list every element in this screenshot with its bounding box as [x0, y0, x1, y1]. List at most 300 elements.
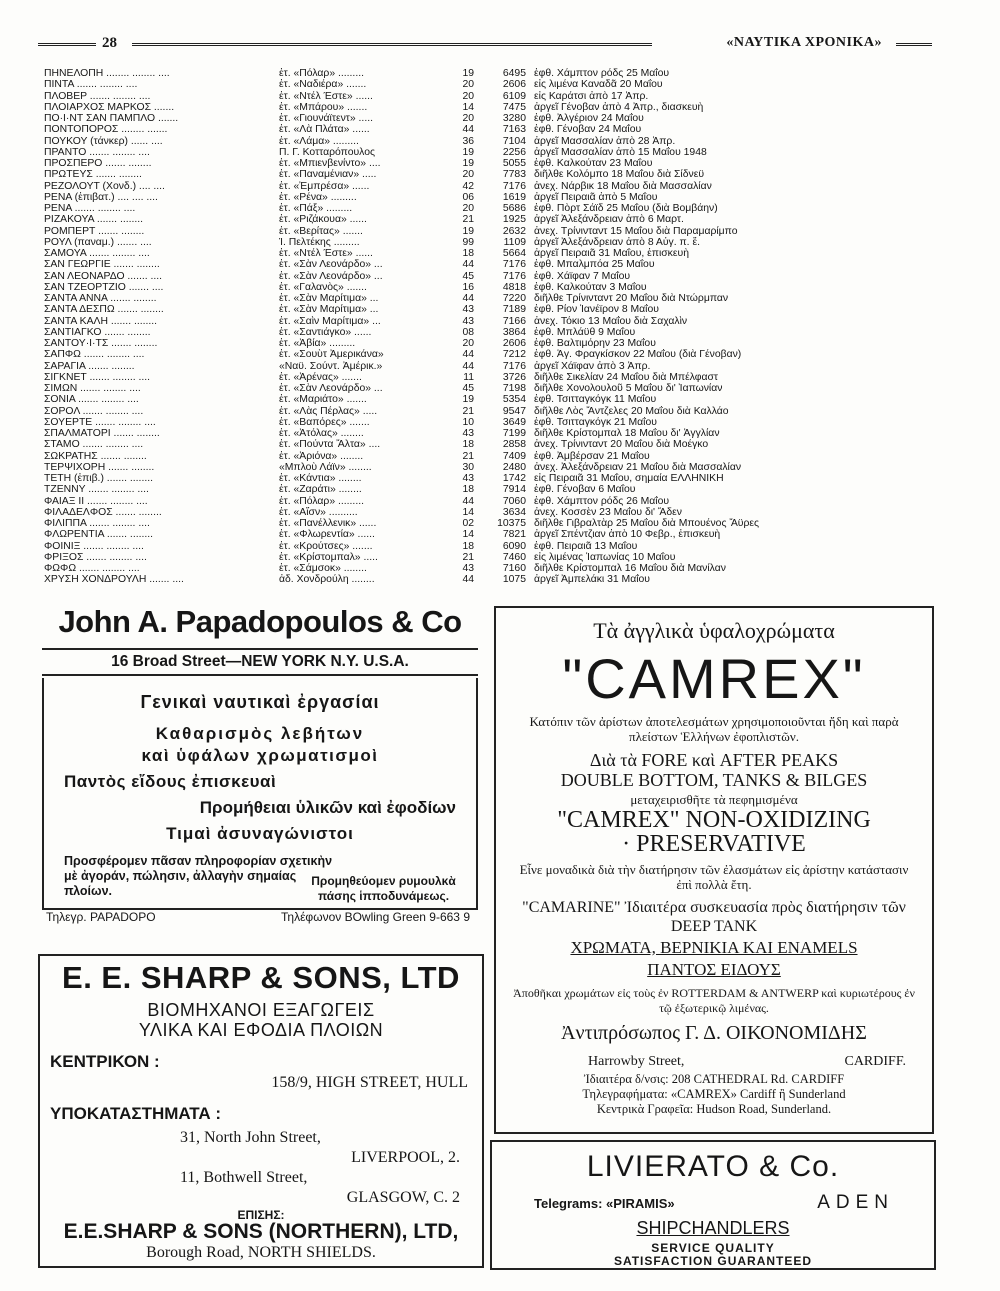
ship-name: ΠΛΟΒΕΡ ....... ........ ....	[44, 90, 151, 102]
ship-year: 20	[462, 203, 474, 214]
sharp-hq-label: ΚΕΝΤΡΙΚΟΝ :	[50, 1052, 160, 1071]
ship-year: 43	[462, 304, 474, 316]
ship-registry: ἑτ. «Σὰν Λεονάρδο» ...	[279, 259, 383, 271]
table-row	[44, 451, 934, 462]
ship-status: διῆλθε Κρίστομπαλ 18 Μαΐου δι' Ἀγγλίαν	[534, 428, 720, 439]
sharp-branch-2-city: GLASGOW, C. 2	[346, 1189, 460, 1206]
header-rule-left	[38, 43, 96, 46]
ship-tonnage: 4818	[502, 281, 526, 293]
ship-name: ΦΛΩΡΕΝΤΙΑ ....... ........	[44, 529, 154, 541]
page-number: 28	[102, 35, 117, 51]
ship-tonnage: 3280	[502, 113, 526, 124]
ship-registry: ἀδ. Χονδρούλη ........	[279, 574, 375, 586]
table-row	[44, 462, 934, 473]
ship-name: ΤΕΡΨΙΧΟΡΗ ....... ........	[44, 461, 155, 473]
table-row	[44, 518, 934, 529]
table-row	[44, 496, 934, 507]
sharp-northern-address: Borough Road, NORTH SHIELDS.	[146, 1244, 376, 1261]
ad-papadopoulos	[38, 604, 482, 942]
ship-name: ΠΟ·Ι·ΝΤ ΣΑΝ ΠΑΜΠΛΟ .......	[44, 113, 179, 124]
ship-year: 08	[462, 326, 474, 338]
sharp-hq-address: 158/9, HIGH STREET, HULL	[271, 1074, 468, 1091]
ship-year: 30	[462, 461, 474, 473]
table-row	[44, 406, 934, 417]
ship-status: ἀργεῖ Πειραιᾶ 31 Μαΐου, ἐπισκευὴ	[534, 248, 689, 259]
ship-registry: ἑτ. «Σαὶν Μαρίτιμα» ...	[279, 315, 381, 327]
ship-registry: ἑτ. «Μπιενβενίντο» ....	[279, 158, 381, 169]
ship-year: 18	[462, 484, 474, 496]
camrex-telegrams: Τηλεγραφήματα: «CAMREX» Cardiff ἢ Sunderland	[582, 1087, 846, 1101]
sharp-branches-label: ΥΠΟΚΑΤΑΣΤΗΜΑΤΑ :	[50, 1104, 222, 1123]
table-row	[44, 484, 934, 495]
table-row	[44, 383, 934, 394]
sharp-branch-1-city: LIVERPOOL, 2.	[351, 1149, 460, 1166]
ship-tonnage: 7189	[502, 304, 526, 316]
table-row	[44, 372, 934, 383]
table-row	[44, 169, 934, 180]
ship-name: ΣΑΜΟΥΑ ....... ........ ....	[44, 248, 150, 259]
ship-status: ἐφθ. Χάμπτον ρόδς 25 Μαΐου	[534, 68, 670, 79]
table-row	[44, 181, 934, 192]
table-row	[44, 113, 934, 124]
ship-registry: ἑτ. «Λὰς Πέρλας» .....	[279, 405, 378, 417]
ship-status: διῆλθε Γιβραλτὰρ 25 Μαΐου διὰ Μπουένος Ἄϋρες	[534, 518, 760, 529]
ship-registry: ἑτ. «Πόλαρ» .........	[279, 495, 364, 507]
ship-name: ΣΑΝΤΑ ΑΝΝΑ ....... ........	[44, 293, 157, 304]
camrex-representative: Ἀντιπρόσωπος Γ. Δ. ΟΙΚΟΝΟΜΙΔΗΣ	[561, 1022, 867, 1044]
table-row	[44, 248, 934, 259]
papadopoulos-line-3: καὶ ὑφάλων χρωματισμοὶ	[141, 746, 379, 765]
table-row	[44, 349, 934, 360]
ship-registry: ἑτ. «Ἀβία» .........	[279, 338, 356, 349]
ship-tonnage: 5354	[502, 394, 526, 406]
ship-tonnage: 7166	[502, 315, 526, 327]
ship-year: 43	[462, 563, 474, 574]
table-row	[44, 394, 934, 405]
camrex-private-address: Ἰδιαιτέρα δ/νσις: 208 CATHEDRAL Rd. CARDIFF	[583, 1072, 845, 1086]
header-rule-mid	[132, 43, 652, 46]
ship-status: ἀνεχ. Νάρβικ 18 Μαΐου διὰ Μασσαλίαν	[534, 180, 712, 192]
ship-registry: Ί. Πελτέκης .........	[279, 236, 360, 248]
ship-registry: ἑτ. «Φλωρεντία» ......	[279, 529, 375, 541]
camrex-product	[496, 808, 932, 856]
ship-status: ἐφθ. Πὸρτ Σάϊδ 25 Μαΐου (διὰ Βομβάην)	[534, 203, 718, 214]
page-header	[38, 30, 930, 56]
ship-year: 19	[462, 146, 474, 158]
table-row	[44, 361, 934, 372]
ship-status: εἰς Καράτσι ἀπὸ 17 Ἀπρ.	[534, 90, 649, 102]
ship-status: εἰς Πειραιᾶ 31 Μαΐου, σημαία ΕΛΛΗΝΙΚΗ	[534, 473, 724, 484]
ship-name: ΦΟΙΝΙΞ ....... ........ ....	[44, 540, 144, 552]
ship-year: 20	[462, 338, 474, 349]
ship-registry: ἑτ. «Σὰν Λεονάρδο» ...	[279, 383, 383, 394]
ship-tonnage: 7914	[502, 484, 526, 496]
table-row	[44, 214, 934, 225]
ship-registry: ἑτ. «Ναδιέρα» .......	[279, 79, 367, 91]
camrex-street: Harrowby Street,	[588, 1054, 685, 1069]
ship-tonnage: 7821	[502, 529, 526, 541]
camrex-line-7: ΧΡΩΜΑΤΑ, ΒΕΡΝΙΚΙΑ ΚΑΙ ENAMELS	[570, 938, 858, 957]
ship-status: ἐφθ. Χάϊφαν 7 Μαΐου	[534, 270, 631, 282]
ship-registry: ἑτ. «Πούντα Ἄλτα» ....	[279, 439, 381, 451]
camrex-line-3	[496, 750, 932, 790]
ship-status: ἐφθ. Ἁγ. Φραγκίσκον 22 Μαΐου (διὰ Γένοβαν)	[534, 349, 742, 361]
ship-status: ἐφθ. Βαλτιμόρην 23 Μαΐου	[534, 338, 656, 349]
ship-name: ΣΤΑΜΟ ....... ........ ....	[44, 439, 144, 451]
table-row	[44, 68, 934, 79]
ship-tonnage: 6090	[502, 540, 526, 552]
ship-status: ἀργεῖ Γένοβαν ἀπὸ 4 Ἀπρ., διασκευὴ	[534, 101, 704, 113]
ship-name: ΠΟΥΚΟΥ (τάνκερ) ...... ....	[44, 135, 163, 147]
ship-tonnage: 2632	[502, 225, 526, 237]
camrex-line-2: Κατόπιν τῶν ἀρίστων ἀποτελεσμάτων χρησιμοποιοῦνται ἤδη καὶ παρὰ πλείστων Ἑλλήνων ἐφοπλιστῶν.	[529, 714, 899, 744]
ship-tonnage: 7212	[502, 349, 526, 361]
ship-registry: ἑτ. «Ἀρένας» .......	[279, 371, 362, 383]
ship-tonnage: 5686	[502, 203, 526, 214]
camrex-line-6: "CAMARINE" Ἰδιαιτέρα συσκευασία πρὸς διατήρησιν τῶν DEEP TANK	[522, 899, 906, 935]
ship-year: 14	[462, 529, 474, 541]
ship-status: ἀνεχ. Τόκιο 13 Μαΐου διὰ Σαχαλὶν	[534, 315, 688, 327]
ship-tonnage: 6109	[502, 90, 526, 102]
ship-year: 44	[462, 360, 474, 372]
ship-registry: ἑτ. «Γαλανὸς» .......	[279, 281, 367, 293]
ship-registry: ἑτ. «Ντέλ Έστε» ......	[279, 90, 373, 102]
livierato-slogan-1: SERVICE QUALITY	[651, 1241, 775, 1255]
ship-name: ΣΟΥΕΡΤΕ ....... ........ ....	[44, 416, 156, 428]
ship-name: ΣΑΝΤΟΥ·Ι·ΤΣ ....... ........	[44, 338, 158, 349]
ship-name: ΣΑΠΦΩ ....... ........ ....	[44, 349, 145, 361]
table-row	[44, 203, 934, 214]
ship-registry: ἑτ. «Λὰ Πλάτα» ......	[279, 124, 370, 136]
ship-name: ΡΙΖΑΚΟΥΑ ....... ........	[44, 214, 144, 226]
sharp-desc-2: ΥΛΙΚΑ ΚΑΙ ΕΦΟΔΙΑ ΠΛΟΙΩΝ	[138, 1020, 384, 1040]
table-row	[44, 304, 934, 315]
ship-status: διῆλθε Σικελίαν 24 Μαΐου διὰ Μπέλφαστ	[534, 371, 718, 383]
ad-sharp	[38, 954, 484, 1268]
ship-year: 21	[462, 405, 474, 417]
ship-year: 16	[462, 281, 474, 293]
ship-name: ΤΖΕΝΝΥ ....... ........ ....	[44, 484, 149, 496]
ship-tonnage: 2256	[502, 146, 526, 158]
ship-status: ἀνεχ. Ἀλεξάνδρειαν 21 Μαΐου διὰ Μασσαλίαν	[534, 461, 742, 473]
ship-tonnage: 1925	[502, 214, 526, 226]
ship-registry: ἑτ. «Κάντια» ........	[279, 473, 362, 484]
ship-name: ΡΕΖΟΛΟΥΤ (Χονδ.) .... ....	[44, 180, 165, 192]
ship-year: 44	[462, 495, 474, 507]
ship-tonnage: 7783	[502, 169, 526, 181]
camrex-line-4: μεταχειρισθῆτε τὰ πεφημισμένα	[630, 792, 798, 807]
ship-status: ἀνεχ. Τρίνινταντ 15 Μαΐου διὰ Παραμαρίμπο	[534, 225, 738, 237]
ship-name: ΡΟΥΛ (παναμ.) ....... ....	[44, 236, 152, 248]
ship-name: ΡΕΝΑ (ἐπιβατ.) .... .... ....	[44, 191, 158, 203]
livierato-telegrams: Telegrams: «PIRAMIS»	[534, 1196, 675, 1211]
ship-year: 19	[462, 394, 474, 406]
ship-year: 19	[462, 68, 474, 79]
ship-status: ἀργεῖ Ἀλεξάνδρειαν ἀπὸ 6 Μαρτ.	[534, 214, 684, 226]
ship-status: ἐφθ. Γένοβαν 6 Μαΐου	[534, 484, 636, 496]
table-row	[44, 147, 934, 158]
ship-status: εἰς λιμένας Ἰαπωνίας 10 Μαΐου	[534, 551, 676, 563]
ship-status: διῆλθε Χονολουλοῦ 5 Μαΐου δι' Ἰαπωνίαν	[534, 383, 723, 394]
papadopoulos-line-4: Παντὸς εἴδους ἐπισκευαὶ	[64, 772, 277, 791]
ship-tonnage: 7220	[502, 293, 526, 304]
ship-year: 20	[462, 113, 474, 124]
table-row	[44, 563, 934, 574]
ship-tonnage: 2480	[502, 461, 526, 473]
sharp-description	[40, 1000, 482, 1040]
camrex-line-8: ΠΑΝΤΟΣ ΕΙΔΟΥΣ	[647, 960, 781, 979]
table-row	[44, 428, 934, 439]
ship-tonnage: 5664	[502, 248, 526, 259]
table-row	[44, 124, 934, 135]
papadopoulos-name: John A. Papadopoulos & Co	[58, 604, 462, 639]
ship-status: ἀργεῖ Μασσαλίαν ἀπὸ 15 Μαΐου 1948	[534, 146, 707, 158]
ship-year: 44	[462, 293, 474, 304]
table-row	[44, 79, 934, 90]
ship-year: 10	[462, 416, 474, 428]
papadopoulos-line-1: Γενικαὶ ναυτικαὶ ἐργασίαι	[140, 692, 380, 712]
ship-status: ἀργεῖ Ἀλεξάνδρειαν ἀπὸ 8 Αὐγ. π. ἔ.	[534, 236, 700, 248]
sharp-branch-1: 31, North John Street,	[180, 1129, 321, 1146]
ship-year: 45	[462, 270, 474, 282]
ship-registry: ἑτ. «Κρίστομπαλ» .....	[279, 551, 378, 563]
ship-name: ΣΑΝΤΑ ΚΑΛΗ ....... ........	[44, 315, 158, 327]
table-row	[44, 158, 934, 169]
ship-year: 43	[462, 315, 474, 327]
ship-status: εἰς λιμένα Καναδᾶ 20 Μαΐου	[534, 79, 663, 91]
ship-status: ἐφθ. Τσιτταγκόγκ 11 Μαΐου	[534, 394, 657, 406]
camrex-line-5: Εἶνε μοναδικὰ διὰ τὴν διατήρησιν τῶν ἐλασμάτων εἰς ἀρίστην κατάστασιν ἐπὶ πολλὰ ἔτη.	[519, 862, 909, 892]
ship-tonnage: 7199	[502, 428, 526, 439]
papadopoulos-line-2: Καθαρισμὸς λεβήτων	[155, 724, 365, 743]
ship-registry: ἑτ. «Ἀριόνα» ........	[279, 450, 364, 462]
ship-registry: ἑτ. «Παναμένιαν» .....	[279, 169, 377, 181]
ship-registry: ἑτ. «Σὰν Λεονάρδο» ...	[279, 270, 383, 282]
table-row	[44, 136, 934, 147]
ship-year: 18	[462, 439, 474, 451]
camrex-city: CARDIFF.	[844, 1054, 906, 1069]
ship-year: 20	[462, 79, 474, 91]
camrex-product-1: "CAMREX" NON-OXIDIZING	[557, 807, 871, 833]
ship-tonnage: 3864	[502, 326, 526, 338]
ship-registry: ἑτ. «Σουὺτ Ἀμερικάνα»	[279, 349, 384, 361]
ship-registry: ἑτ. «Πάξ» .........	[279, 203, 353, 214]
ship-registry: ἑτ. «Βερίτας» .......	[279, 225, 363, 237]
ship-year: 44	[462, 259, 474, 271]
ship-tonnage: 3634	[502, 506, 526, 518]
ship-name: ΠΙΝΤΑ ....... ........ ....	[44, 79, 138, 91]
table-row	[44, 259, 934, 270]
table-row	[44, 102, 934, 113]
livierato-slogan	[492, 1242, 934, 1268]
ship-year: 43	[462, 473, 474, 484]
table-row	[44, 282, 934, 293]
table-row	[44, 226, 934, 237]
livierato-name: LIVIERATO & Co.	[586, 1150, 840, 1183]
camrex-line-3a: Διὰ τὰ FORE καὶ AFTER PEAKS	[589, 750, 839, 770]
ship-name: ΣΑΝ ΓΕΩΡΓΙΕ ....... ........	[44, 259, 160, 271]
ship-name: ΣΟΝΙΑ ....... ........ ....	[44, 394, 139, 406]
ship-tonnage: 1109	[503, 236, 526, 248]
ship-name: ΣΟΡΟΛ ....... ........ ....	[44, 405, 144, 417]
ship-tonnage: 1742	[502, 473, 526, 484]
ship-registry: ἑτ. «Πόλαρ» .........	[279, 68, 364, 79]
ship-registry: ἑτ. «Λάμα» .........	[279, 135, 359, 147]
papadopoulos-line-5: Προμήθειαι ὑλικῶν καὶ ἐφοδίων	[199, 798, 456, 817]
ship-year: 21	[462, 450, 474, 462]
table-row	[44, 473, 934, 484]
ship-registry: «Ναϋ. Σούντ. Ἀμέρικ.»	[279, 360, 383, 372]
ship-positions-table	[44, 68, 934, 586]
ship-tonnage: 7104	[502, 135, 526, 147]
ship-name: ΦΑΙΑΞ ΙΙ ....... ........ ....	[44, 495, 148, 507]
ship-name: ΠΡΟΣΠΕΡΟ ....... ........	[44, 158, 152, 169]
sharp-northern-name: E.E.SHARP & SONS (NORTHERN), LTD,	[63, 1220, 459, 1243]
sharp-desc-1: ΒΙΟΜΗΧΑΝΟΙ ΕΞΑΓΩΓΕΙΣ	[147, 1000, 375, 1020]
ship-status: ἐφθ. Ἀλγέριον 24 Μαΐου	[534, 113, 644, 124]
ship-status: ἐφθ. Μπαλμπόα 25 Μαΐου	[534, 259, 655, 271]
papadopoulos-phone: Τηλέφωνον BOwling Green 9-663 9	[280, 910, 470, 924]
table-row	[44, 541, 934, 552]
ship-status: ἀνεχ. Τρίνινταντ 20 Μαΐου διὰ Μοέγκο	[534, 439, 709, 451]
sharp-also-label: ΕΠΙΣΗΣ:	[237, 1208, 285, 1222]
ship-status: ἐφθ. Ρίον Ἰανέϊρον 8 Μαΐου	[534, 304, 659, 316]
ship-year: 36	[462, 135, 474, 147]
ship-tonnage: 3649	[502, 416, 526, 428]
ship-status: ἐφθ. Χάμπτον ρόδς 26 Μαΐου	[534, 495, 670, 507]
ship-registry: ἑτ. «Ἀτόλας» ........	[279, 428, 364, 439]
ship-registry: ἑτ. «Ζαράτι» ........	[279, 484, 362, 496]
ship-name: ΠΗΝΕΛΟΠΗ ........ ........ ....	[44, 68, 170, 79]
ship-name: ΠΡΩΤΕΥΣ ....... ........	[44, 169, 142, 181]
ship-name: ΡΟΜΠΕΡΤ ....... ........	[44, 225, 145, 237]
ship-name: ΠΛΟΙΑΡΧΟΣ ΜΑΡΚΟΣ .......	[44, 101, 175, 113]
ship-status: ἐφθ. Ἀμβέρσαν 21 Μαΐου	[534, 450, 650, 462]
ship-name: ΡΕΝΑ ....... ........ ....	[44, 203, 136, 214]
papadopoulos-services-box	[42, 678, 478, 910]
ship-year: 19	[462, 158, 474, 169]
ship-tonnage: 7060	[502, 495, 526, 507]
table-row	[44, 91, 934, 102]
ship-tonnage: 5055	[502, 158, 526, 169]
ship-registry: Π. Γ. Κοτταρόπουλος	[279, 146, 375, 158]
ship-registry: ἑτ. «Σὰν Μαρίτιμα» ...	[279, 293, 379, 304]
ship-registry: ἑτ. «Κρούτσες» .......	[279, 540, 373, 552]
ship-status: ἐφθ. Καλκούταν 23 Μαΐου	[534, 158, 653, 169]
ship-tonnage: 6495	[502, 68, 526, 79]
ship-registry: ἑτ. «Σὰν Μαρίτιμα» ...	[279, 304, 379, 316]
ship-tonnage: 2606	[502, 338, 526, 349]
camrex-line-1: Τὰ ἀγγλικὰ ὑφαλοχρώματα	[593, 618, 835, 643]
table-row	[44, 552, 934, 563]
ship-registry: ἑτ. «Μπάρου» .......	[279, 101, 368, 113]
ship-status: ἀργεῖ Πειραιᾶ ἀπὸ 5 Μαΐου	[534, 191, 658, 203]
table-row	[44, 507, 934, 518]
camrex-central-offices: Κεντρικὰ Γραφεῖα: Hudson Road, Sunderland.	[596, 1102, 832, 1116]
ship-year: 11	[463, 371, 474, 383]
ship-registry: «Μπλοὺ Λάϊν» ........	[279, 461, 372, 473]
ship-status: ἀνεχ. Κοσσὲν 23 Μαΐου δι' Ἄδεν	[534, 506, 682, 518]
ad-livierato	[490, 1140, 936, 1270]
sharp-branches	[180, 1128, 470, 1208]
camrex-brand: "CAMREX"	[562, 647, 866, 710]
ship-status: ἀργεῖ Σπέντζιαν ἀπὸ 10 Φεβρ., ἐπισκευὴ	[534, 529, 721, 541]
ship-tonnage: 1619	[502, 191, 526, 203]
ship-status: ἀργεῖ Χάϊφαν ἀπὸ 3 Ἀπρ.	[534, 360, 651, 372]
publication-title: «ΝΑΥΤΙΚΑ ΧΡΟΝΙΚΑ»	[720, 35, 888, 51]
ship-tonnage: 2858	[502, 439, 526, 451]
ship-name: ΠΟΝΤΟΠΟΡΟΣ ........ .......	[44, 124, 168, 136]
ship-tonnage: 7475	[502, 101, 526, 113]
ship-name: ΦΙΛΑΔΕΛΦΟΣ ....... ........	[44, 506, 162, 518]
ship-status: ἀργεῖ Ἀμπελάκι 31 Μαΐου	[534, 574, 650, 586]
ship-name: ΣΑΝ ΤΖΕΟΡΤΖΙΟ ....... ....	[44, 281, 164, 293]
livierato-business: SHIPCHANDLERS	[636, 1218, 790, 1238]
ship-tonnage: 7198	[502, 383, 526, 394]
ship-year: 02	[462, 518, 474, 529]
ship-year: 06	[462, 191, 474, 203]
ship-status: διῆλθε Τρίνινταντ 20 Μαΐου διὰ Ντώρμπαν	[534, 293, 729, 304]
ship-year: 19	[462, 225, 474, 237]
table-row	[44, 237, 934, 248]
ship-year: 21	[462, 551, 474, 563]
ship-tonnage: 7160	[502, 563, 526, 574]
table-row	[44, 293, 934, 304]
ship-year: 42	[462, 180, 474, 192]
ship-name: ΣΙΓΚΝΕΤ ....... ........ ....	[44, 371, 151, 383]
ship-year: 44	[462, 574, 474, 586]
ship-year: 44	[462, 349, 474, 361]
papadopoulos-line-7: Προσφέρομεν πᾶσαν πληροφορίαν σχετικὴν μὲ ἀγοράν, πώλησιν, ἀλλαγὴν σημαίας πλοίων.	[64, 854, 333, 898]
ship-name: ΣΩΚΡΑΤΗΣ ....... ........	[44, 450, 147, 462]
table-row	[44, 316, 934, 327]
ship-year: 20	[462, 169, 474, 181]
ship-registry: ἑτ. «Μαριάτο» .......	[279, 394, 367, 406]
sharp-branch-2: 11, Bothwell Street,	[180, 1169, 308, 1186]
table-row	[44, 417, 934, 428]
table-row	[44, 327, 934, 338]
table-row	[44, 439, 934, 450]
ship-year: 18	[462, 248, 474, 259]
ship-name: ΣΑΝ ΛΕΟΝΑΡΔΟ ....... ....	[44, 270, 163, 282]
table-row	[44, 338, 934, 349]
ship-name: ΦΡΙΞΟΣ ....... ........ ....	[44, 551, 147, 563]
header-rule-right	[896, 43, 932, 46]
ship-status: διῆλθε Λὸς Ἄντζελες 20 Μαΐου διὰ Καλλάο	[534, 405, 729, 417]
table-row	[44, 529, 934, 540]
ship-registry: ἑτ. «Βαπόρες» .......	[279, 416, 370, 428]
ship-status: ἐφθ. Μπλάϋθ 9 Μαΐου	[534, 326, 636, 338]
ship-year: 43	[462, 428, 474, 439]
ship-year: 14	[462, 506, 474, 518]
table-row	[44, 574, 934, 585]
ship-year: 14	[462, 101, 474, 113]
ship-registry: ἑτ. «Ντέλ Έστε» ......	[279, 248, 373, 259]
ship-registry: ἑτ. «Ριζάκουα» ......	[279, 214, 367, 226]
ship-tonnage: 7176	[502, 259, 526, 271]
ship-name: ΣΑΝΤΑ ΔΕΣΠΩ ....... ........	[44, 304, 164, 316]
ship-year: 18	[462, 540, 474, 552]
ship-name: ΣΠΑΛΜΑΤΟΡΙ ....... ........	[44, 428, 160, 439]
ship-tonnage: 2606	[502, 79, 526, 91]
ship-tonnage: 9547	[502, 405, 526, 417]
ship-tonnage: 7460	[502, 551, 526, 563]
ship-registry: ἑτ. «Σαντιάγκο» ......	[279, 326, 372, 338]
papadopoulos-address: 16 Broad Street—NEW YORK N.Y. U.S.A.	[42, 648, 478, 676]
sharp-name: E. E. SHARP & SONS, LTD	[62, 960, 460, 995]
ship-name: ΣΑΡΑΓΙΑ ....... ........	[44, 360, 135, 372]
camrex-product-1b: · PRESERVATIVE	[622, 831, 806, 857]
